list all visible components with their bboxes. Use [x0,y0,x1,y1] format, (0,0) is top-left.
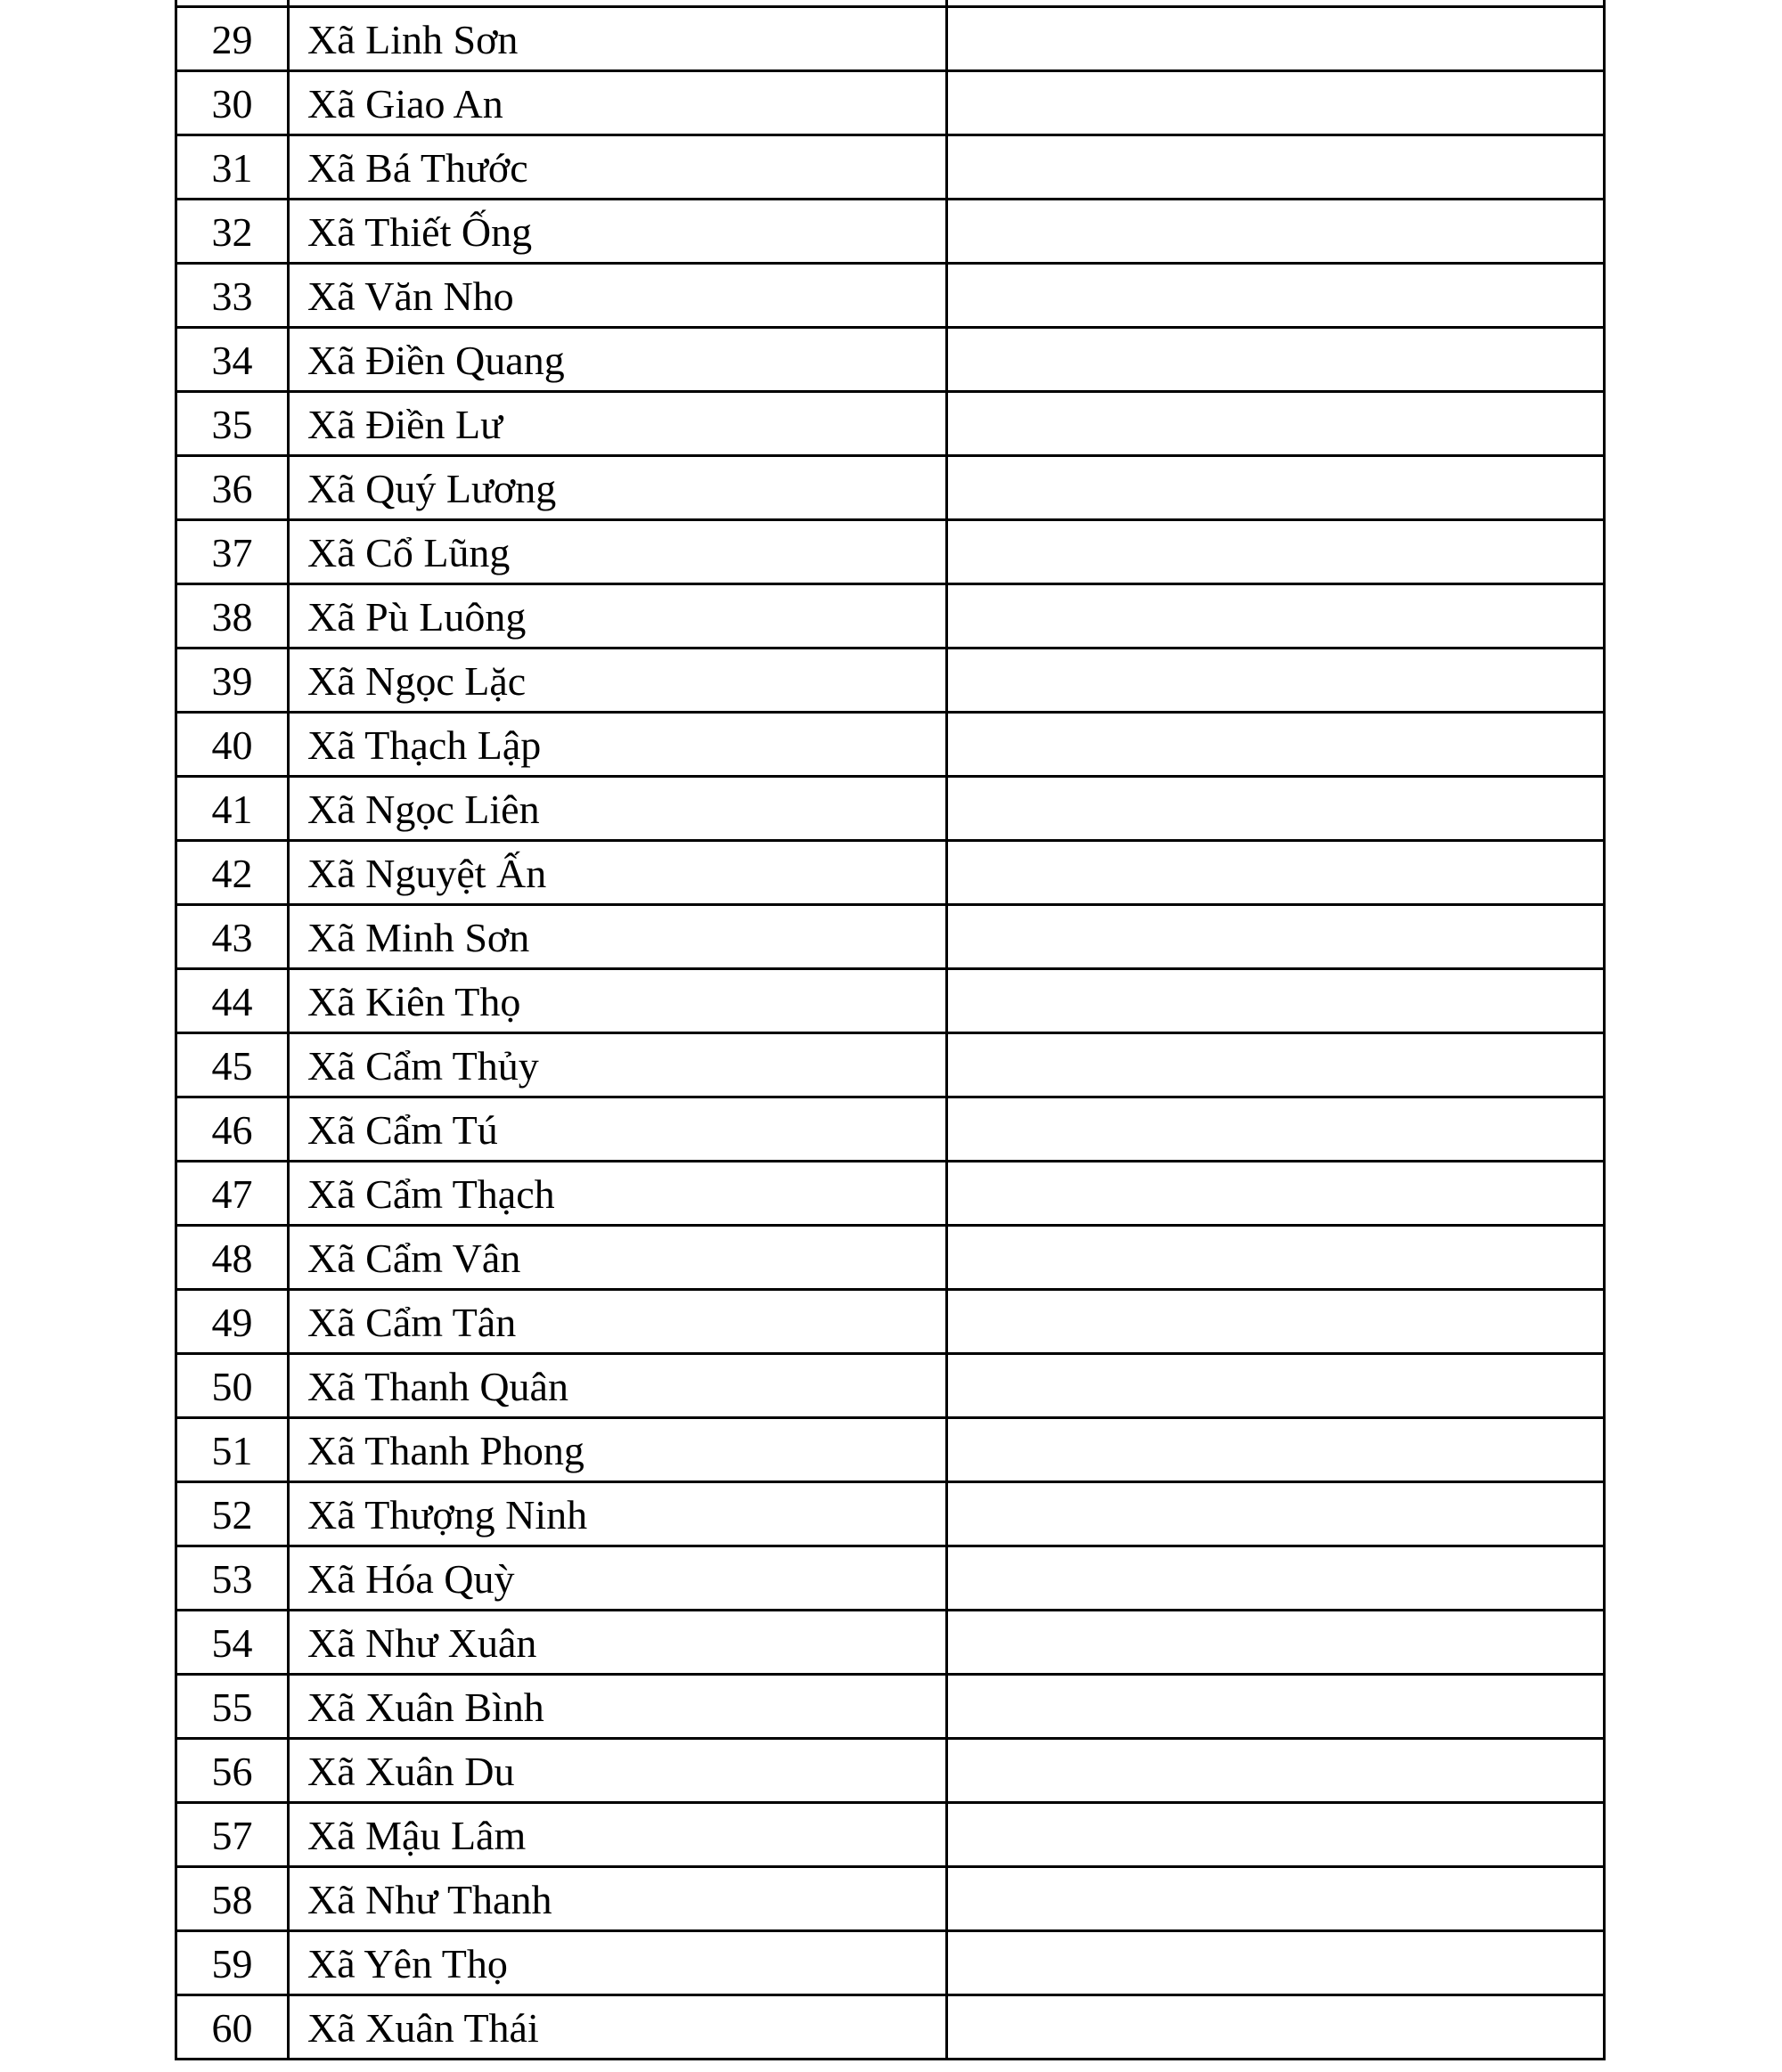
row-number-cell: 59 [177,1932,290,1994]
commune-name-cell: Xã Cẩm Tú [290,1098,948,1160]
note-cell [948,1098,1603,1160]
row-number-cell: 58 [177,1868,290,1929]
row-number-cell: 44 [177,970,290,1032]
table-row [177,1804,1603,1868]
commune-name-cell: Xã Nguyệt Ấn [290,842,948,903]
table-row [177,842,1603,906]
table-row [177,1034,1603,1098]
table-row [177,1098,1603,1162]
commune-name-cell: Xã Ngọc Lặc [290,649,948,711]
table-row [177,1162,1603,1227]
commune-name-cell: Xã Cổ Lũng [290,521,948,583]
commune-name-cell: Xã Văn Nho [290,265,948,326]
table-row [177,778,1603,842]
commune-name-cell: Xã Ngọc Liên [290,778,948,839]
note-cell [948,585,1603,647]
commune-name-cell: Xã Linh Sơn [290,8,948,69]
table-row [177,1996,1603,2058]
table-row [177,714,1603,778]
commune-name-cell: Xã Pù Luông [290,585,948,647]
table-row [177,1611,1603,1676]
commune-table [175,0,1606,2060]
commune-name-cell: Xã Yên Thọ [290,1932,948,1994]
table-row [177,970,1603,1034]
row-number-cell: 50 [177,1355,290,1416]
commune-name-cell: Xã Như Thanh [290,1868,948,1929]
note-cell [948,1034,1603,1096]
note-cell [948,1483,1603,1545]
row-number-cell: 48 [177,1227,290,1288]
note-cell [948,329,1603,390]
commune-name-cell: Xã Xuân Bình [290,1676,948,1737]
note-cell [948,1227,1603,1288]
row-number-cell: 51 [177,1419,290,1481]
row-number-cell: 36 [177,457,290,518]
row-number-cell: 46 [177,1098,290,1160]
row-number-cell: 33 [177,265,290,326]
note-cell [948,1932,1603,1994]
commune-name-cell: Xã Điền Lư [290,393,948,454]
commune-name-cell: Xã Thạch Lập [290,714,948,775]
commune-name-cell: Xã Cẩm Vân [290,1227,948,1288]
table-row [177,393,1603,457]
note-cell [948,1996,1603,2058]
table-row [177,8,1603,72]
note-cell [948,521,1603,583]
commune-name-cell: Xã Bá Thước [290,136,948,198]
table-row [177,1291,1603,1355]
table-row [177,1740,1603,1804]
row-number-cell: 38 [177,585,290,647]
note-cell [948,457,1603,518]
commune-name-cell: Xã Kiên Thọ [290,970,948,1032]
note-cell [948,906,1603,967]
commune-name-cell [290,0,948,5]
commune-name-cell: Xã Cẩm Thạch [290,1162,948,1224]
commune-name-cell: Xã Xuân Du [290,1740,948,1801]
note-cell [948,1547,1603,1609]
note-cell [948,970,1603,1032]
commune-name-cell: Xã Minh Sơn [290,906,948,967]
note-cell [948,1868,1603,1929]
table-row [177,1932,1603,1996]
row-number-cell [177,0,290,5]
row-number-cell: 47 [177,1162,290,1224]
row-number-cell: 42 [177,842,290,903]
row-number-cell: 37 [177,521,290,583]
row-number-cell: 57 [177,1804,290,1865]
commune-name-cell: Xã Điền Quang [290,329,948,390]
commune-name-cell: Xã Hóa Quỳ [290,1547,948,1609]
note-cell [948,1611,1603,1673]
commune-name-cell: Xã Cẩm Thủy [290,1034,948,1096]
note-cell [948,1419,1603,1481]
table-row [177,1547,1603,1611]
row-number-cell: 39 [177,649,290,711]
row-number-cell: 35 [177,393,290,454]
row-number-cell: 41 [177,778,290,839]
commune-name-cell: Xã Xuân Thái [290,1996,948,2058]
table-row [177,1227,1603,1291]
note-cell [948,842,1603,903]
table-row [177,457,1603,521]
note-cell [948,714,1603,775]
table-row [177,649,1603,714]
table-row [177,1868,1603,1932]
commune-name-cell: Xã Quý Lương [290,457,948,518]
note-cell [948,649,1603,711]
row-number-cell: 30 [177,72,290,134]
commune-name-cell: Xã Giao An [290,72,948,134]
row-number-cell: 56 [177,1740,290,1801]
note-cell [948,778,1603,839]
commune-name-cell: Xã Như Xuân [290,1611,948,1673]
row-number-cell: 32 [177,200,290,262]
note-cell [948,1355,1603,1416]
note-cell [948,265,1603,326]
table-row [177,1676,1603,1740]
table-row [177,906,1603,970]
note-cell [948,136,1603,198]
commune-name-cell: Xã Thanh Phong [290,1419,948,1481]
commune-name-cell: Xã Thượng Ninh [290,1483,948,1545]
row-number-cell: 34 [177,329,290,390]
note-cell [948,1676,1603,1737]
commune-name-cell: Xã Thiết Ống [290,200,948,262]
note-cell [948,1162,1603,1224]
table-row [177,329,1603,393]
table-row [177,1419,1603,1483]
row-number-cell: 40 [177,714,290,775]
commune-name-cell: Xã Mậu Lâm [290,1804,948,1865]
table-row [177,0,1603,8]
row-number-cell: 53 [177,1547,290,1609]
table-row [177,136,1603,200]
table-row [177,265,1603,329]
table-row [177,72,1603,136]
note-cell [948,1291,1603,1352]
table-row [177,200,1603,265]
row-number-cell: 31 [177,136,290,198]
row-number-cell: 29 [177,8,290,69]
table-row [177,585,1603,649]
note-cell [948,1804,1603,1865]
row-number-cell: 55 [177,1676,290,1737]
commune-name-cell: Xã Thanh Quân [290,1355,948,1416]
note-cell [948,1740,1603,1801]
row-number-cell: 60 [177,1996,290,2058]
row-number-cell: 45 [177,1034,290,1096]
note-cell [948,200,1603,262]
note-cell [948,72,1603,134]
note-cell [948,8,1603,69]
row-number-cell: 54 [177,1611,290,1673]
row-number-cell: 43 [177,906,290,967]
table-row [177,1355,1603,1419]
row-number-cell: 49 [177,1291,290,1352]
note-cell [948,0,1603,5]
table-row [177,1483,1603,1547]
commune-name-cell: Xã Cẩm Tân [290,1291,948,1352]
row-number-cell: 52 [177,1483,290,1545]
note-cell [948,393,1603,454]
table-row [177,521,1603,585]
